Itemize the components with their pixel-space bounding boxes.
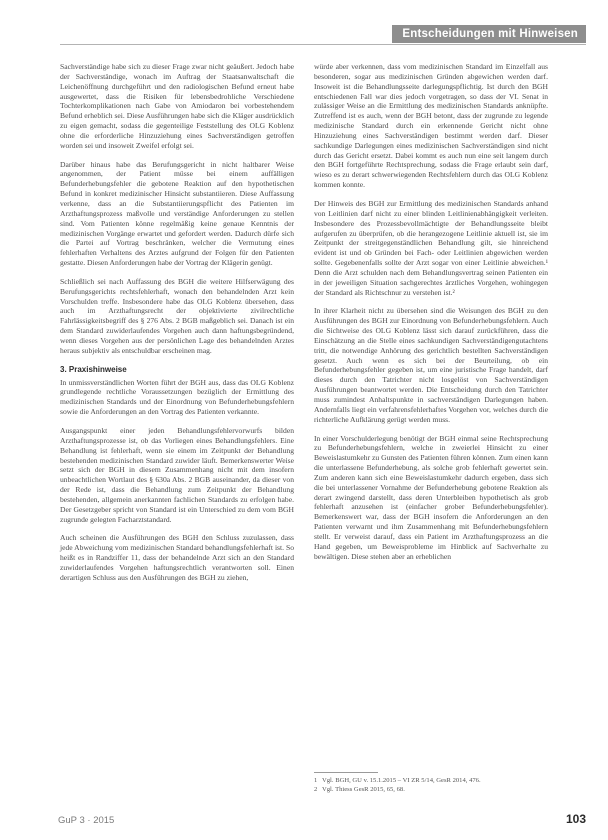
section-banner: Entscheidungen mit Hinweisen [392, 25, 586, 43]
paragraph: Der Hinweis des BGH zur Ermittlung des medizinischen Standards anhand von Leitlinien darf nicht zu einer blinden Leitlinienabhängigkeit verleiten. Insbesondere des Prozessbevollmächtigte der Behandlungsseite bleibt aufgerufen zu überprüfen, ob die herangezogene Leitlinie aktuell ist, sie im Zeitpunkt der streitgegenständlichen Behandlung gilt, sie hinreichend evident ist und ob Gründen bei Fach- oder Leitlinien abgewichen werden sollte. Gegebenenfalls sollte der Arzt sogar von einer Leitlinie abweichen.¹ Denn die Arzt schulden nach dem Behandlungsvertrag seinen Patienten ein in der jeweiligen Situation sachgerechtes ärztliches Vorgehen, wohingegen der Standard als Richtschnur zu verstehen ist.² [314, 198, 548, 297]
right-column [314, 62, 548, 567]
paragraph: Schließlich sei nach Auffassung des BGH die weitere Hilfserwägung des Berufungsgerichts rechtsfehlerhaft, wonach den behandelnden Arzt kein Vorschulden treffe. Insbesondere habe das OLG Koblenz übersehen, dass auch im Arzthaftungsrecht der objektivierte zivilrechtliche Fahrlässigkeitsbegriff des § 276 Abs. 2 BGB maßgeblich sei. Danach ist ein dem Standard zuwiderlaufendes Vorgehen auch dann haftungsbegründend, wenn dieses Vorgehen aus der persönlichen Lage des behandelnden Arztes heraus subjektiv als entschuldbar erscheinen mag. [60, 276, 294, 355]
header-rule [60, 44, 586, 45]
paragraph: würde aber verkennen, dass vom medizinischen Standard im Einzelfall aus besonderen, sogar aus medizinischen Gründen abgewichen werden darf. Insoweit ist die Behandlungsseite darlegungspflichtig. Ist durch den BGH entschiedenen Fall war dies jedoch vorgetragen, so dass der VI. Senat in zulässiger Weise an die Ermittlung des medizinischen Standards anknüpfte. Zutreffend ist es auch, wenn der BGH betont, dass der zugrunde zu legende medizinische Standard durch ein erkennende Gericht nicht ohne Hinzuziehung eines Sachverständigen bestimmt werden darf. Dieser sachkundige Darlegungen eines medizinischen Sachverständigen sind nicht durch das Gericht ersetzt. Dabei kommt es auch nun eine seit langem durch den BGH fortgeführte Rechtsprechung, sodass die Frage erlaubt sein darf, wieso es zu derart schwerwiegenden Rechtsfehlern durch das OLG Koblenz kommen konnte. [314, 62, 548, 190]
paragraph: In ihrer Klarheit nicht zu übersehen sind die Weisungen des BGH zu den Ausführungen des BGH zur Einordnung von Befunderhebungsfehlern. Auch die Sichtweise des OLG Koblenz lässt sich darauf zurückführen, dass die Einschätzung an die Stelle eines sachkundigen Sachverständigengutachtens tritt, die notwendige Anhörung des gerichtlich bestellten Sachverständigen gesetzt. Auch wenn es sich bei der Beurteilung, ob ein Befunderhebungsfehler gegeben ist, um eine juristische Frage handelt, darf dieses durch den Tatrichter nicht losgelöst von Sachverständigen Ausführungen beantwortet werden. Die Entscheidung durch den Tatrichter muss zumindest Anhaltspunkte in sachverständigen Darlegungen haben. Andernfalls liegt ein verfahrensfehlerhaftes Vorgehen vor, welches durch die richterliche Aufklärung gerügt werden muss. [314, 306, 548, 424]
page-number: 103 [565, 812, 586, 826]
left-column [60, 62, 294, 588]
journal-footer: GuP 3 · 2015 [58, 815, 115, 826]
footnote-rule [314, 772, 378, 773]
paragraph: Ausgangspunkt einer jeden Behandlungsfehlervorwurfs bilden Arzthaftungsprozesse ist, ob das Vorliegen eines Behandlungsfehlers. Eine Behandlung ist fehlerhaft, wenn sie einem im Zeitpunkt der Behandlung bestehenden medizinischen Standard zuwider läuft. Bemerkenswerter Weise setzt sich der BGH in diesem Zusammenhang nicht mit dem insofern unbeachtlichen Wortlaut des § 630a Abs. 2 BGB auseinander, da dieser von der Rede ist, dass die Behandlung zum Zeitpunkt der Behandlung bestehenden, allgemein anerkannten fachlichen Standards zu erfolgen habe. Der Gesetzgeber spricht von Standard ist ein Unterschied zu dem vom BGH zugrunde gelegten Facharztstandard. [60, 426, 294, 524]
paragraph: Sachverständige habe sich zu dieser Frage zwar nicht geäußert. Jedoch habe der Sachverständige, wonach im Auftrag der Staatsanwaltschaft die Leichenöffnung durchgeführt und den radiologischen Befund erneut habe ausgewertet, dass die Risiken für lebensbedrohliche Verschiedene Tochterkomplikationen nach Gabe von Amiodaron bei vorbestehendem Befund erheblich sei. Diese Ausführungen habe sich die Kläger ausdrücklich zu eigen gemacht, sodass die gegenteilige Feststellung des OLG Koblenz ohne die erforderliche Hinzuziehung eines Sachverständigen getroffen worden sei und insoweit Zweifel erfolgt sei. [60, 62, 294, 150]
paragraph: Auch scheinen die Ausführungen des BGH den Schluss zuzulassen, dass jede Abweichung vom medizinischen Standard behandlungsfehlerhaft ist. So heißt es in Randziffer 11, dass der behandelnde Arzt sich an den Standard zuwiderlaufendes Vorgehen haftungsrechtlich verantworten soll. Einen derartigen Schluss aus den Ausführungen des BGH zu ziehen, [60, 533, 294, 582]
paragraph: Darüber hinaus habe das Berufungsgericht in nicht haltbarer Weise angenommen, der Patient müsse bei einem auffälligen Befunderhebungsfehler die gebotene Reaktion auf den hypothetischen Befund in konkret medizinischer Hinsicht substantiieren. Diese Auffassung verkenne, dass an die Substantiierungspflicht des Patienten im Arzthaftungsprozess maßvolle und verständige Anforderungen zu stellen sind. Vom Patienten könne regelmäßig keine genaue Kenntnis der medizinischen Vorgänge erwartet und gefordert werden. Dadurch dürfe sich die Partei auf Vortrag beschränken, welcher die Vermutung eines fehlerhaften Verhaltens des Arztes aufgrund der Folgen für den Patienten gestatte. Diesen Anforderungen habe der Vortrag der Klägerin genügt. [60, 159, 294, 268]
paragraph: In unmissverständlichen Worten führt der BGH aus, dass das OLG Koblenz grundlegende rechtliche Voraussetzungen bezüglich der Ermittlung des medizinischen Standards und der Einordnung von Befunderhebungsfehlern sowie die Anforderungen an den Vortrag des Patienten verkannte. [60, 377, 294, 417]
footnote: 2 Vgl. Thiess GesR 2015, 65, 68. [314, 785, 405, 793]
section-heading: 3. Praxishinweise [60, 364, 127, 374]
footnotes [314, 777, 548, 794]
footnote: 1 Vgl. BGH, GU v. 15.1.2015 – VI ZR 5/14, GesR 2014, 476. [314, 777, 481, 784]
paragraph: In einer Vorschulderlegung benötigt der BGH einmal seine Rechtsprechung zu Befunderhebungsfehlern, welche in zweierlei Hinsicht zu einer Beweislastumkehr zu Gunsten des Patienten führen können. Zum einen kann die unterlassene Befunderhebung, als solche grob fehlerhaft gewertet sein. Zum anderen kann sich eine Beweislastumkehr dadurch ergeben, dass sich die bei unterlassener Vornahme der Befunderhebung gebotene Reaktion als derart zwingend darstellt, dass deren Unterbleiben hypothetisch als grob fehlerhaft anzusehen ist (einfacher grober Befunderhebungsfehler). Bemerkenswert war, dass der BGH insofern die Anforderungen an den Patienten verwarnt und ihm Zusammenhang mit Befunderhebungsfehlern stellt. Er verweist darauf, dass ein Patient im Arzthaftungsprozess an die Hand gegeben, um Beweisprobleme im Hinblick auf Sachverhalte zu bewältigen. Diese stehen aber an erheblichen [314, 433, 548, 561]
